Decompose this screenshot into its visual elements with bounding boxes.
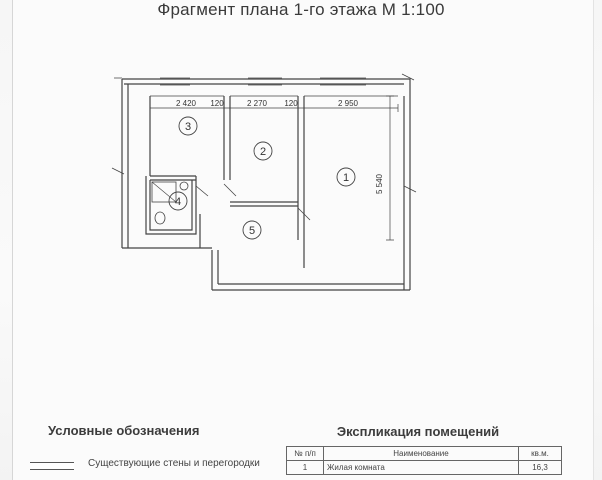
room-number-5: 5 [248,225,256,237]
dim-room1: 2 950 [337,99,359,108]
dim-room1-height: 5 540 [375,173,384,195]
explication-title: Экспликация помещений [336,424,500,439]
legend-item-label: Существующие стены и перегородки [88,458,260,469]
wall-symbol-icon [30,462,74,470]
dim-room2: 2 270 [246,99,268,108]
row-area: 16,3 [519,461,562,475]
legend-item [30,456,280,476]
header-area: кв.м. [519,447,562,461]
explication-table [286,446,562,475]
dim-gap1: 120 [210,99,224,108]
table-header-row [287,447,562,461]
room-number-4: 4 [174,196,182,208]
header-name: Наименование [324,447,519,461]
dim-room3: 2 420 [175,99,197,108]
room-number-3: 3 [184,121,192,133]
row-name: Жилая комната [324,461,519,475]
room-number-2: 2 [259,146,267,158]
table-row [287,461,562,475]
page-title: Фрагмент плана 1-го этажа М 1:100 [157,0,445,19]
wall-room4 [146,176,196,234]
outer-wall-top [122,79,410,96]
dim-gap2: 120 [284,99,298,108]
header-num: № п/п [287,447,324,461]
room-number-1: 1 [342,172,350,184]
legend-title: Условные обозначения [48,423,200,438]
row-num: 1 [287,461,324,475]
